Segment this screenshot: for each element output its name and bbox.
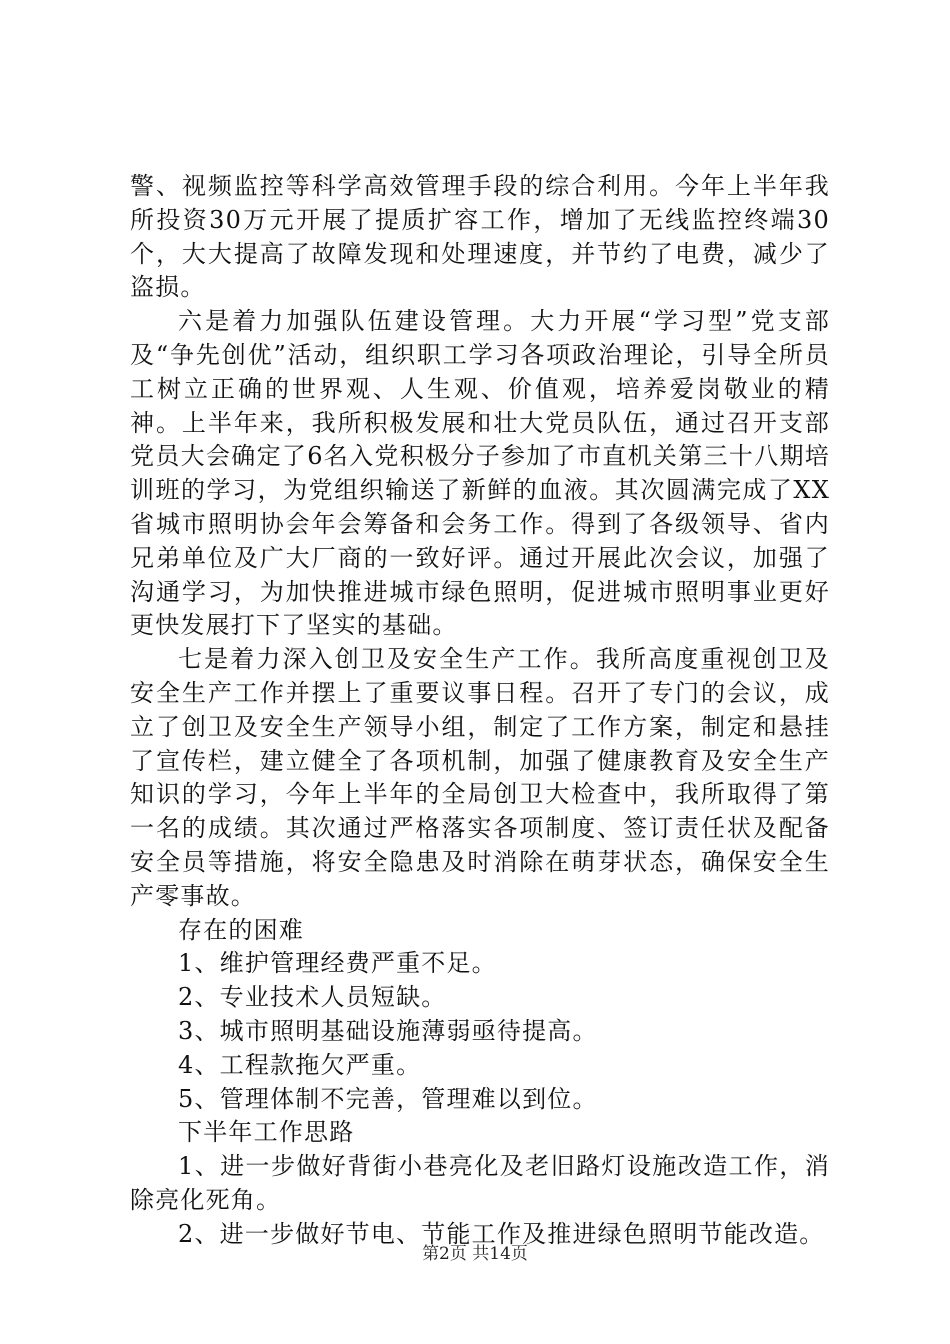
list-item-difficulty-4: 4、工程款拖欠严重。: [178, 1050, 422, 1079]
list-item-difficulty-5: 5、管理体制不完善，管理难以到位。: [178, 1084, 598, 1113]
paragraph-team-building: 六是着力加强队伍建设管理。大力开展“学习型”党支部及“争先创优”活动，组织职工学习各项政治理论，引导全所员工树立正确的世界观、人生观、价值观，培养爱岗敬业的精神。上半年来，我所积极发展和壮大党员队伍，通过召开支部党员大会确定了6名入党积极分子参加了市直机关第三十八期培训班的学习，为党组织输送了新鲜的血液。其次圆满完成了XX省城市照明协会年会筹备和会务工作。得到了各级领导、省内兄弟单位及广大厂商的一致好评。通过开展此次会议，加强了沟通学习，为加快推进城市绿色照明，促进城市照明事业更好更快发展打下了坚实的基础。: [130, 307, 830, 640]
heading-second-half-plan: 下半年工作思路: [178, 1118, 355, 1147]
paragraph-safety-production: 七是着力深入创卫及安全生产工作。我所高度重视创卫及安全生产工作并摆上了重要议事日程。召开了专门的会议，成立了创卫及安全生产领导小组，制定了工作方案，制定和悬挂了宣传栏，建立健全了各项机制，加强了健康教育及安全生产知识的学习，今年上半年的全局创卫大检查中，我所取得了第一名的成绩。其次通过严格落实各项制度、签订责任状及配备安全员等措施，将安全隐患及时消除在萌芽状态，确保安全生产零事故。: [130, 645, 830, 910]
list-item-difficulty-2: 2、专业技术人员短缺。: [178, 983, 447, 1012]
list-item-difficulty-1: 1、维护管理经费严重不足。: [178, 949, 497, 978]
list-item-plan-2: 2、进一步做好节电、节能工作及推进绿色照明节能改造。: [178, 1219, 825, 1248]
paragraph-continuation: 警、视频监控等科学高效管理手段的综合利用。今年上半年我所投资30万元开展了提质扩容工作，增加了无线监控终端30个，大大提高了故障发现和处理速度，并节约了电费，减少了盗损。: [130, 172, 830, 302]
list-item-difficulty-3: 3、城市照明基础设施薄弱亟待提高。: [178, 1016, 598, 1045]
list-item-plan-1: 1、进一步做好背街小巷亮化及老旧路灯设施改造工作，消除亮化死角。: [130, 1152, 830, 1214]
document-body: [130, 170, 830, 1252]
heading-difficulties: 存在的困难: [178, 915, 304, 944]
page-number-footer: 第2页 共14页: [422, 1244, 528, 1264]
